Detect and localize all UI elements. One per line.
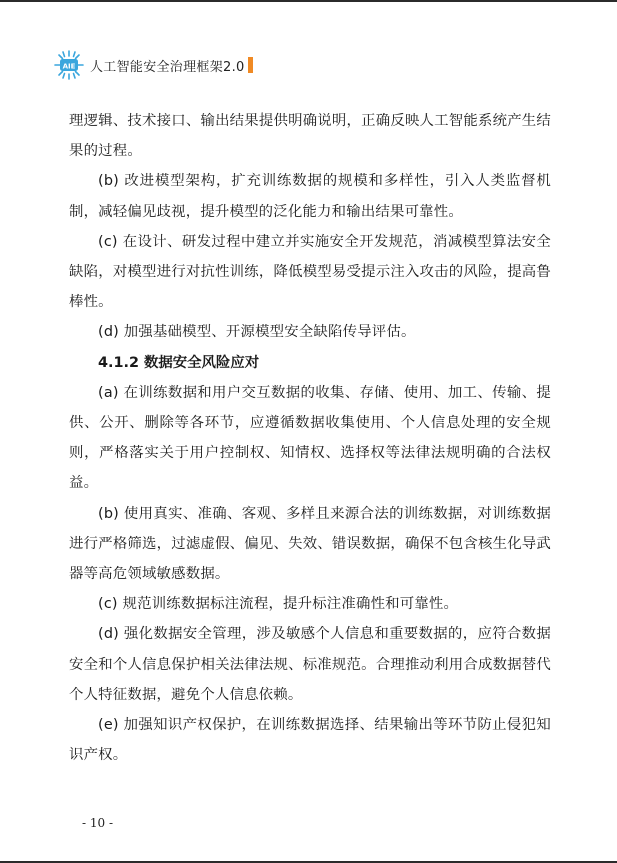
accent-bar (248, 57, 253, 73)
paragraph-b: (b) 改进模型架构，扩充训练数据的规模和多样性，引入人类监督机制，减轻偏见歧视，提升模型的泛化能力和输出结果可靠性。 (69, 173, 551, 220)
paragraph-d2: (d) 强化数据安全管理，涉及敏感个人信息和重要数据的，应符合数据安全和个人信息保护相关法律法规、标准规范。合理推动利用合成数据替代个人特征数据，避免个人信息依赖。 (69, 626, 551, 703)
paragraph-e2: (e) 加强知识产权保护，在训练数据选择、结果输出等环节防止侵犯知识产权。 (69, 717, 551, 764)
paragraph-c2: (c) 规范训练数据标注流程，提升标注准确性和可靠性。 (98, 596, 459, 613)
body-content (69, 106, 551, 770)
section-heading: 4.1.2 数据安全风险应对 (98, 354, 260, 371)
aie-logo (54, 50, 84, 80)
top-rule (0, 0, 617, 2)
paragraph-a: (a) 在训练数据和用户交互数据的收集、存储、使用、加工、传输、提供、公开、删除等各环节，应遵循数据收集使用、个人信息处理的安全规则，严格落实关于用户控制权、知情权、选择权等法律法规明确的合法权益。 (69, 384, 551, 492)
page-number: - 10 - (82, 816, 114, 830)
svg-text:AIE: AIE (62, 62, 76, 71)
paragraph-b2: (b) 使用真实、准确、客观、多样且来源合法的训练数据，对训练数据进行严格筛选，过滤虚假、偏见、失效、错误数据，确保不包含核生化导武器等高危领域敏感数据。 (69, 505, 551, 583)
document-title: 人工智能安全治理框架2.0 (90, 59, 245, 75)
paragraph: 理逻辑、技术接口、输出结果提供明确说明，正确反映人工智能系统产生结果的过程。 (69, 113, 551, 160)
paragraph-c: (c) 在设计、研发过程中建立并实施安全开发规范，消减模型算法安全缺陷，对模型进行对抗性训练，降低模型易受提示注入攻击的风险，提高鲁棒性。 (69, 233, 551, 311)
page-header (54, 49, 253, 81)
paragraph-d: (d) 加强基础模型、开源模型安全缺陷传导评估。 (98, 324, 416, 341)
